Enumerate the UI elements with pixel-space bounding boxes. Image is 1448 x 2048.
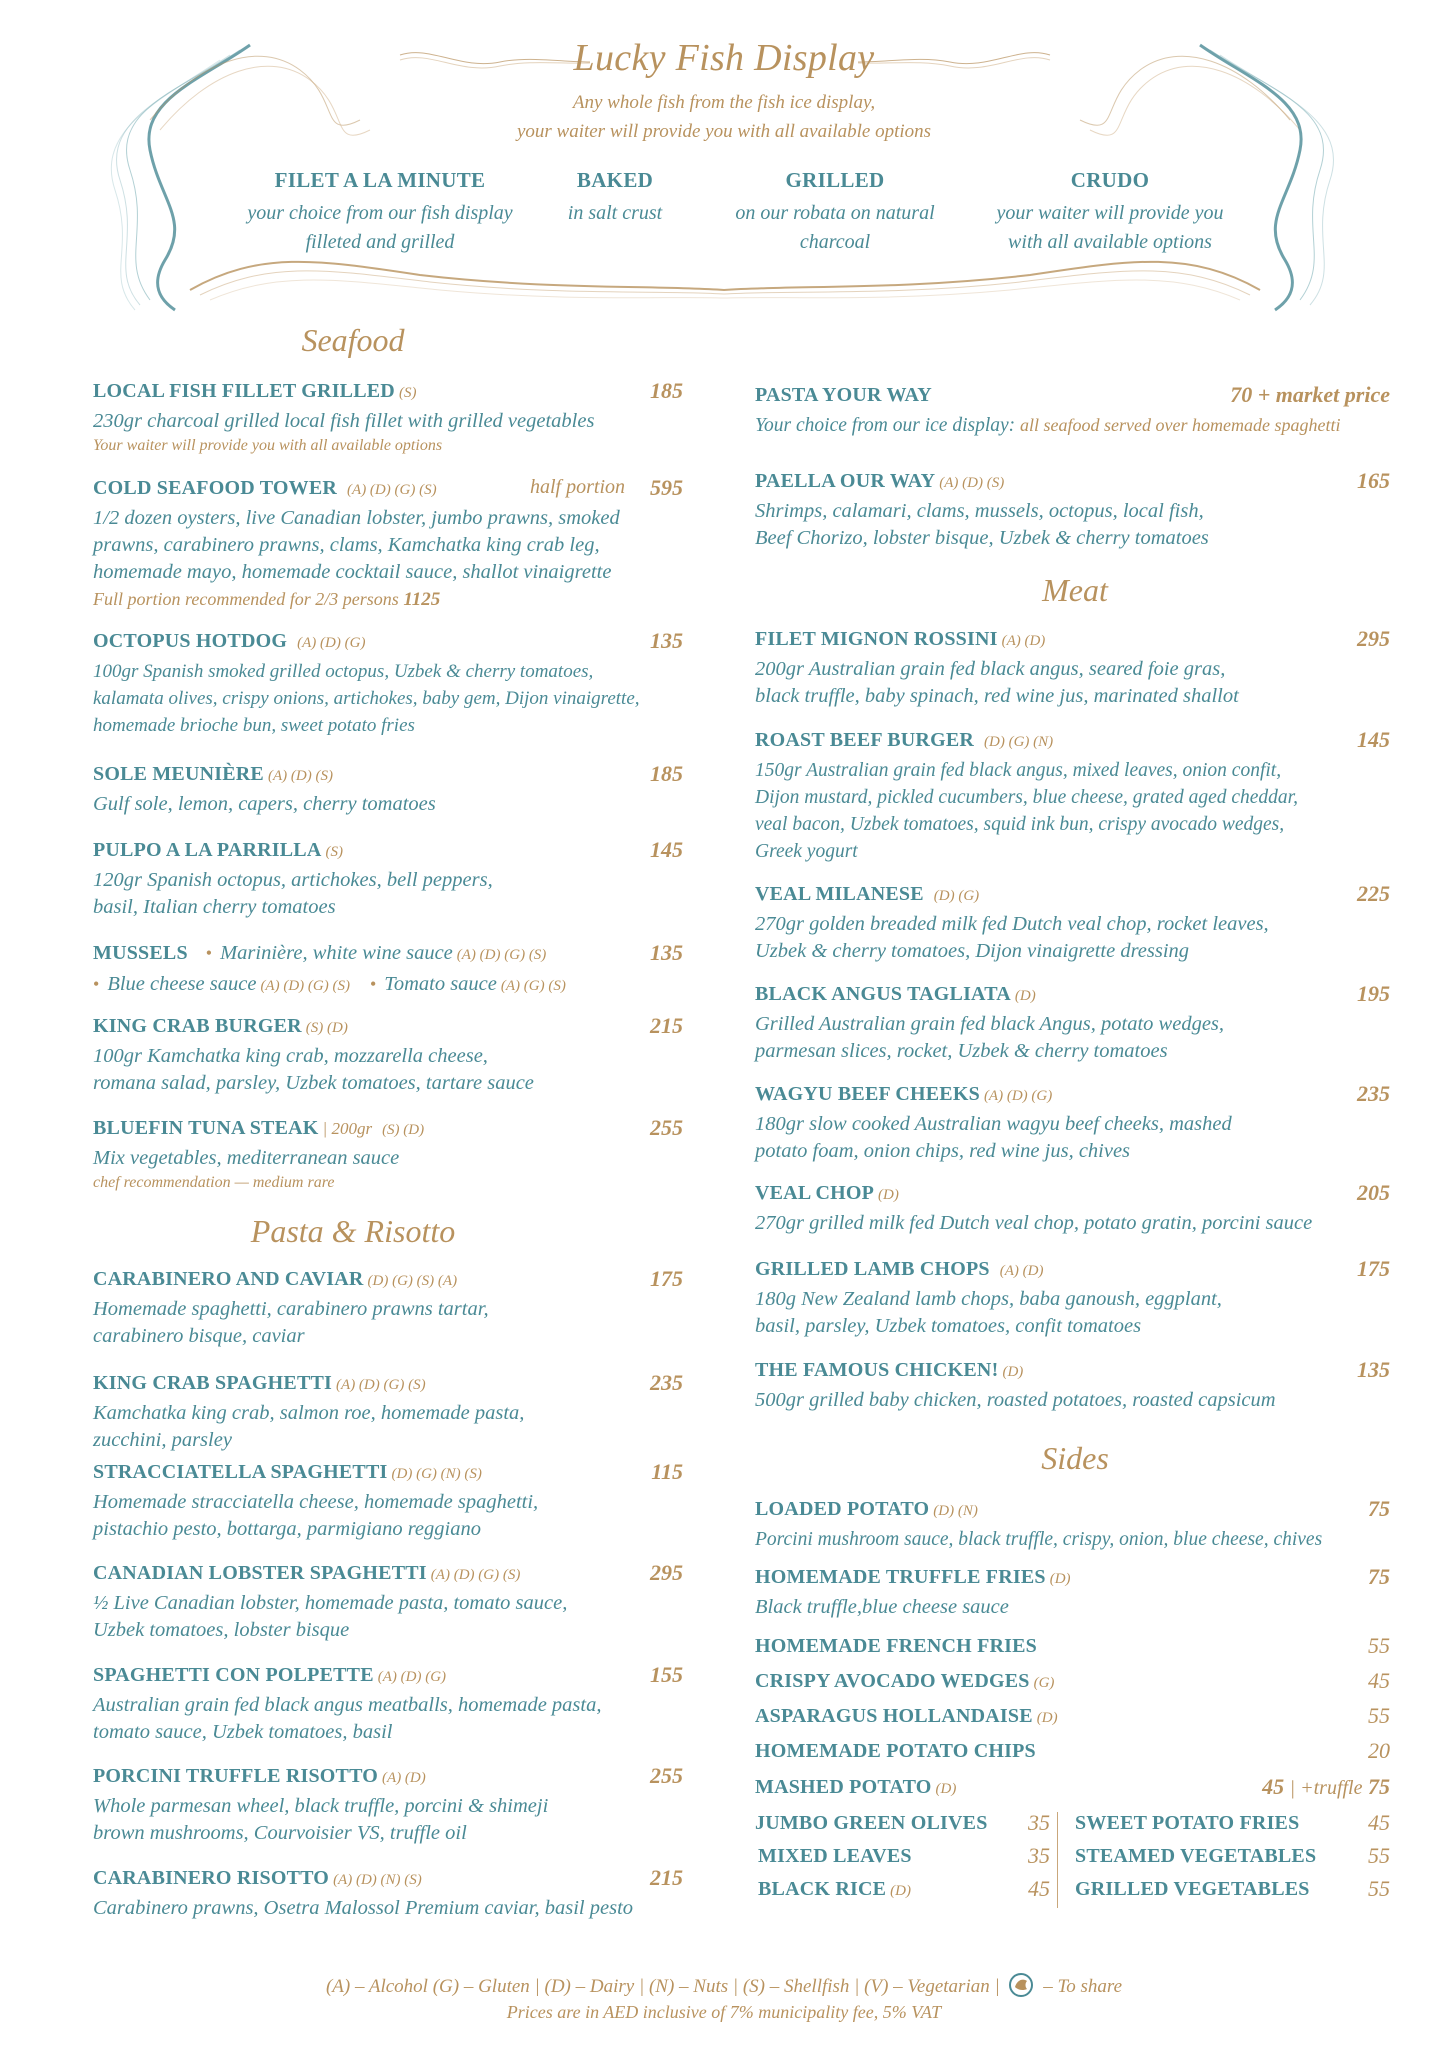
menu-item-bluefin-tuna-steak: [93, 1117, 683, 1194]
item-desc-line: kalamata olives, crispy onions, artichokes, baby gem, Dijon vinaigrette,: [93, 688, 640, 709]
item-name: JUMBO GREEN OLIVES: [755, 1812, 988, 1834]
item-name: ROAST BEEF BURGER: [755, 729, 975, 751]
item-price: 295: [1357, 626, 1390, 651]
item-price: 595: [650, 475, 683, 500]
item-price: 185: [650, 378, 683, 403]
allergen-tags: (D): [878, 1187, 899, 1203]
allergen-tags: (D): [1036, 1710, 1058, 1726]
side-item-crispy-avocado-wedges: [755, 1670, 1390, 1700]
allergen-tags: (D): [1014, 988, 1036, 1004]
item-name: BLACK RICE: [758, 1878, 887, 1900]
item-name: LOCAL FISH FILLET GRILLED: [93, 380, 395, 402]
method-name: BAKED: [576, 168, 654, 192]
item-price: 135: [650, 940, 683, 965]
item-desc-line: 120gr Spanish octopus, artichokes, bell peppers,: [93, 869, 493, 891]
item-name: THE FAMOUS CHICKEN!: [755, 1359, 999, 1381]
item-desc-line: Homemade stracciatella cheese, homemade spaghetti,: [93, 1491, 539, 1513]
item-name: MIXED LEAVES: [758, 1845, 912, 1867]
item-price: 45: [1028, 1876, 1050, 1901]
method-grilled: [710, 168, 960, 257]
item-price: 215: [650, 1865, 683, 1890]
section-title-sides: Sides: [1041, 1440, 1109, 1476]
item-price: 205: [1357, 1180, 1390, 1205]
item-price: 145: [650, 837, 683, 862]
item-name: SWEET POTATO FRIES: [1075, 1812, 1300, 1834]
item-name: STRACCIATELLA SPAGHETTI: [93, 1461, 388, 1483]
item-price: 55: [1368, 1843, 1390, 1868]
item-price: 55: [1368, 1633, 1390, 1658]
item-name: BLUEFIN TUNA STEAK: [93, 1117, 319, 1139]
item-name: PAELLA OUR WAY: [755, 470, 936, 492]
mussel-option-label: Blue cheese sauce: [107, 973, 257, 995]
item-desc-line: Grilled Australian grain fed black Angus, potato wedges,: [755, 1013, 1225, 1035]
allergen-tags: (A) (D) (S): [939, 475, 1005, 491]
item-desc-line: 270gr golden breaded milk fed Dutch veal chop, rocket leaves,: [755, 913, 1269, 935]
menu-item-king-crab-burger: [93, 1015, 683, 1097]
item-price: 135: [1357, 1357, 1390, 1382]
method-name: CRUDO: [1070, 168, 1150, 192]
allergen-tags: (D): [890, 1883, 911, 1899]
item-desc-line: Uzbek tomatoes, lobster bisque: [93, 1619, 350, 1641]
item-name: HOMEMADE FRENCH FRIES: [755, 1635, 1037, 1657]
side-item-mixed-leaves: [755, 1845, 1050, 1875]
truffle-option-label: | +truffle: [1289, 1777, 1363, 1799]
item-name: CARABINERO AND CAVIAR: [93, 1268, 364, 1290]
item-desc-line: Kamchatka king crab, salmon roe, homemade pasta,: [93, 1402, 525, 1424]
allergen-tags: (A) (D): [382, 1770, 426, 1786]
item-name: CANADIAN LOBSTER SPAGHETTI: [93, 1562, 427, 1584]
item-desc: 230gr charcoal grilled local fish fillet with grilled vegetables: [93, 410, 595, 432]
section-title-meat: Meat: [1042, 572, 1108, 608]
item-name: HOMEMADE POTATO CHIPS: [755, 1740, 1036, 1762]
item-name: PASTA YOUR WAY: [755, 384, 932, 406]
method-name: FILET A LA MINUTE: [274, 168, 486, 192]
menu-item-carabinero-risotto: [93, 1867, 683, 1922]
item-price: 55: [1368, 1876, 1390, 1901]
sides-divider: [1057, 1812, 1058, 1908]
method-desc-line2: with all available options: [1008, 231, 1212, 253]
item-name: CARABINERO RISOTTO: [93, 1867, 330, 1889]
menu-item-veal-milanese: [755, 883, 1390, 965]
item-name: ASPARAGUS HOLLANDAISE: [755, 1705, 1033, 1727]
item-desc-line: 150gr Australian grain fed black angus, mixed leaves, onion confit,: [755, 760, 1282, 781]
allergen-tags: (G): [1033, 1675, 1055, 1691]
item-desc-line: zucchini, parsley: [93, 1429, 232, 1451]
item-desc-line: 180g New Zealand lamb chops, baba ganoush, eggplant,: [755, 1288, 1222, 1310]
item-price: 165: [1357, 468, 1390, 493]
menu-item-black-angus-tagliata: [755, 983, 1390, 1065]
item-desc-line: Uzbek & cherry tomatoes, Dijon vinaigrette dressing: [755, 940, 1190, 962]
menu-item-pasta-your-way: [755, 384, 1390, 439]
item-desc-line: veal bacon, Uzbek tomatoes, squid ink bun, crispy avocado wedges,: [755, 814, 1285, 835]
item-desc: Mix vegetables, mediterranean sauce: [93, 1147, 400, 1169]
method-filet-a-la-minute: [225, 168, 535, 257]
item-name: MUSSELS: [93, 942, 188, 964]
item-desc-line: tomato sauce, Uzbek tomatoes, basil: [93, 1721, 393, 1743]
allergen-tags: (D): [1049, 1571, 1071, 1587]
menu-item-loaded-potato: [755, 1498, 1390, 1553]
item-price: 135: [650, 628, 683, 653]
allergen-tags: (S): [325, 844, 343, 860]
bullet-icon: •: [205, 943, 213, 963]
method-desc-line1: your choice from our fish display: [247, 202, 513, 224]
allergen-tags: (A) (D): [999, 1263, 1044, 1279]
allergen-tags: (S) (D): [305, 1020, 348, 1036]
allergen-tags: (A) (D) (G) (S): [456, 947, 547, 963]
section-title-pasta-risotto: Pasta & Risotto: [250, 1213, 456, 1249]
mussel-option-label: Tomato sauce: [384, 973, 497, 995]
item-name: STEAMED VEGETABLES: [1075, 1845, 1317, 1867]
item-desc-line: carabinero bisque, caviar: [93, 1325, 305, 1347]
menu-item-paella-our-way: [755, 470, 1390, 552]
menu-item-king-crab-spaghetti: [93, 1372, 683, 1454]
menu-item-mussels: [93, 942, 683, 1003]
to-share-icon: [1008, 1972, 1034, 1998]
item-price: 75: [1368, 1564, 1390, 1589]
menu-item-canadian-lobster-spaghetti: [93, 1562, 683, 1644]
item-price: 75: [1368, 1496, 1390, 1521]
item-desc-line: pistachio pesto, bottarga, parmigiano reggiano: [93, 1518, 481, 1540]
item-desc-line: brown mushrooms, Courvoisier VS, truffle oil: [93, 1822, 467, 1844]
method-crudo: [965, 168, 1255, 257]
fish-preparation-methods: [0, 168, 1448, 268]
item-note: Your waiter will provide you with all available options: [93, 437, 443, 454]
item-desc-line: Greek yogurt: [755, 841, 858, 862]
item-name: COLD SEAFOOD TOWER: [93, 477, 338, 499]
method-desc-line1: in salt crust: [567, 202, 663, 224]
method-desc-line2: charcoal: [799, 231, 871, 253]
allergen-tags: (A) (D) (G): [377, 1669, 447, 1685]
item-desc-line: Australian grain fed black angus meatballs, homemade pasta,: [93, 1694, 602, 1716]
allergen-tags: (A) (D) (G) (S): [260, 978, 350, 994]
item-desc-line: romana salad, parsley, Uzbek tomatoes, tartare sauce: [93, 1072, 534, 1094]
allergen-tags: (S): [398, 385, 417, 401]
item-desc: 270gr grilled milk fed Dutch veal chop, potato gratin, porcini sauce: [755, 1212, 1313, 1234]
item-desc-line: Shrimps, calamari, clams, mussels, octopus, local fish,: [755, 500, 1204, 522]
item-desc-line: prawns, carabinero prawns, clams, Kamchatka king crab leg,: [93, 534, 600, 556]
item-desc-line: 200gr Australian grain fed black angus, seared foie gras,: [755, 658, 1226, 680]
item-price: 35: [1028, 1843, 1050, 1868]
menu-item-pulpo-a-la-parrilla: [93, 839, 683, 921]
item-desc-line: parmesan slices, rocket, Uzbek & cherry tomatoes: [755, 1040, 1168, 1062]
allergen-tags: (A) (D) (G): [297, 635, 366, 651]
menu-item-stracciatella-spaghetti: [93, 1461, 683, 1543]
item-name: HOMEMADE TRUFFLE FRIES: [755, 1566, 1046, 1588]
menu-item-cold-seafood-tower: [93, 477, 683, 613]
item-price: 235: [650, 1370, 683, 1395]
allergen-tags: (D) (G) (N): [984, 734, 1054, 750]
item-price: 45: [1262, 1774, 1285, 1799]
item-desc-line: homemade mayo, homemade cocktail sauce, shallot vinaigrette: [93, 561, 612, 583]
item-desc-line: 1/2 dozen oysters, live Canadian lobster, jumbo prawns, smoked: [93, 507, 620, 529]
item-desc-line: Beef Chorizo, lobster bisque, Uzbek & cherry tomatoes: [755, 527, 1209, 549]
item-price: 225: [1357, 881, 1390, 906]
item-name: GRILLED LAMB CHOPS: [755, 1258, 990, 1280]
allergen-tags: (A) (D) (G): [983, 1088, 1053, 1104]
menu-item-sole-meuniere: [93, 763, 683, 818]
allergen-tags: (A) (D) (G) (S): [430, 1567, 521, 1583]
menu-item-spaghetti-con-polpette: [93, 1664, 683, 1746]
item-desc-line: ½ Live Canadian lobster, homemade pasta, tomato sauce,: [93, 1592, 568, 1614]
item-desc: Black truffle,blue cheese sauce: [755, 1596, 1009, 1618]
item-name: LOADED POTATO: [755, 1498, 930, 1520]
allergen-legend: [0, 1972, 1448, 1998]
item-desc-line: 100gr Kamchatka king crab, mozzarella cheese,: [93, 1045, 488, 1067]
allergen-tags: (S) (D): [382, 1122, 425, 1138]
item-desc-line: Whole parmesan wheel, black truffle, porcini & shimeji: [93, 1795, 549, 1817]
item-price: 175: [1357, 1256, 1390, 1281]
full-portion-price: 1125: [403, 589, 441, 610]
item-name: PORCINI TRUFFLE RISOTTO: [93, 1765, 379, 1787]
item-name: VEAL CHOP: [755, 1182, 875, 1204]
weight-label: | 200gr: [322, 1119, 373, 1138]
menu-item-homemade-truffle-fries: [755, 1566, 1390, 1621]
item-price: 35: [1028, 1810, 1050, 1835]
bullet-icon: •: [93, 974, 100, 994]
allergen-tags: (D): [1002, 1364, 1024, 1380]
to-share-label: – To share: [1043, 1976, 1123, 1997]
method-name: GRILLED: [785, 168, 885, 192]
menu-item-roast-beef-burger: [755, 729, 1390, 865]
method-desc-line1: your waiter will provide you: [996, 202, 1224, 224]
item-desc-note: all seafood served over homemade spaghetti: [1020, 415, 1341, 435]
item-desc-line: Dijon mustard, pickled cucumbers, blue cheese, grated aged cheddar,: [755, 787, 1298, 808]
menu-item-porcini-truffle-risotto: [93, 1765, 683, 1847]
side-item-sweet-potato-fries: [1075, 1812, 1390, 1842]
side-item-mashed-potato: [755, 1776, 1390, 1806]
allergen-tags: (D): [935, 1781, 957, 1797]
item-price: 175: [650, 1266, 683, 1291]
truffle-option-price: 75: [1368, 1774, 1390, 1799]
item-price: 20: [1368, 1738, 1390, 1763]
item-price: 195: [1357, 981, 1390, 1006]
side-item-potato-chips: [755, 1740, 1390, 1770]
lucky-fish-display-title: Lucky Fish Display: [573, 37, 875, 79]
item-name: OCTOPUS HOTDOG: [93, 630, 288, 652]
item-desc: Gulf sole, lemon, capers, cherry tomatoes: [93, 793, 436, 815]
side-item-black-rice: [755, 1878, 1050, 1908]
method-baked: [535, 168, 695, 228]
item-price: 70 + market price: [1230, 382, 1390, 407]
item-price: 185: [650, 761, 683, 786]
item-name: PULPO A LA PARRILLA: [93, 839, 322, 861]
item-name: BLACK ANGUS TAGLIATA: [755, 983, 1011, 1005]
item-name: SOLE MEUNIÈRE: [93, 763, 264, 785]
menu-item-veal-chop: [755, 1182, 1390, 1237]
allergen-tags: (D) (G) (S) (A): [367, 1273, 458, 1289]
allergen-tags: (D) (G): [933, 888, 980, 904]
item-price: 45: [1368, 1668, 1390, 1693]
item-note: chef recommendation — medium rare: [93, 1174, 335, 1191]
menu-item-grilled-lamb-chops: [755, 1258, 1390, 1340]
item-desc-line: 100gr Spanish smoked grilled octopus, Uzbek & cherry tomatoes,: [93, 661, 594, 682]
allergen-tags: (D) (G) (N) (S): [391, 1466, 482, 1482]
item-desc-line: homemade brioche bun, sweet potato fries: [93, 715, 415, 736]
item-desc-line: black truffle, baby spinach, red wine jus, marinated shallot: [755, 685, 1239, 707]
item-name: SPAGHETTI CON POLPETTE: [93, 1664, 374, 1686]
header-subtitle-line2: your waiter will provide you with all available options: [516, 121, 932, 142]
item-price: 115: [651, 1459, 683, 1484]
menu-item-local-fish-fillet: [93, 380, 683, 457]
item-name: CRISPY AVOCADO WEDGES: [755, 1670, 1030, 1692]
section-title-seafood: Seafood: [301, 322, 405, 358]
allergen-tags: (A) (D): [1001, 633, 1046, 649]
item-name: GRILLED VEGETABLES: [1075, 1878, 1310, 1900]
side-item-asparagus-hollandaise: [755, 1705, 1390, 1735]
menu-item-octopus-hotdog: [93, 630, 683, 739]
allergen-tags: (A) (D) (G) (S): [347, 482, 437, 498]
side-item-jumbo-green-olives: [755, 1812, 1050, 1842]
allergen-legend-text: (A) – Alcohol (G) – Gluten | (D) – Dairy | (N) – Nuts | (S) – Shellfish | (V) – Vegetarian |: [325, 1976, 1000, 1997]
menu-item-the-famous-chicken: [755, 1359, 1390, 1414]
item-desc-line: basil, parsley, Uzbek tomatoes, confit tomatoes: [755, 1315, 1142, 1337]
menu-item-wagyu-beef-cheeks: [755, 1083, 1390, 1165]
bullet-icon: •: [369, 974, 377, 994]
method-desc-line2: filleted and grilled: [305, 231, 455, 253]
item-name: FILET MIGNON ROSSINI: [755, 628, 998, 650]
half-portion-label: half portion: [529, 476, 625, 498]
item-price: 215: [650, 1013, 683, 1038]
allergen-tags: (A) (G) (S): [500, 978, 566, 994]
sides-split-grid: [755, 1812, 1390, 1912]
item-name: KING CRAB SPAGHETTI: [93, 1372, 333, 1394]
item-desc-line: potato foam, onion chips, red wine jus, chives: [755, 1140, 1131, 1162]
item-desc-line: 180gr slow cooked Australian wagyu beef cheeks, mashed: [755, 1113, 1232, 1135]
item-price: 55: [1368, 1703, 1390, 1728]
item-desc-line: Homemade spaghetti, carabinero prawns tartar,: [93, 1298, 489, 1320]
header-subtitle-line1: Any whole fish from the fish ice display,: [572, 92, 876, 113]
full-portion-note: Full portion recommended for 2/3 persons: [93, 589, 399, 609]
side-item-grilled-vegetables: [1075, 1878, 1390, 1908]
item-name: KING CRAB BURGER: [93, 1015, 302, 1037]
item-price: 155: [650, 1662, 683, 1687]
item-desc: Your choice from our ice display:: [755, 415, 1016, 436]
item-price: 145: [1357, 727, 1390, 752]
allergen-tags: (A) (D) (S): [267, 768, 333, 784]
item-name: WAGYU BEEF CHEEKS: [755, 1083, 980, 1105]
item-desc: Carabinero prawns, Osetra Malossol Premium caviar, basil pesto: [93, 1897, 634, 1919]
menu-item-carabinero-and-caviar: [93, 1268, 683, 1350]
method-desc-line1: on our robata on natural: [735, 202, 935, 224]
item-price: 255: [650, 1763, 683, 1788]
menu-item-filet-mignon-rossini: [755, 628, 1390, 710]
item-desc: Porcini mushroom sauce, black truffle, crispy, onion, blue cheese, chives: [755, 1529, 1323, 1550]
allergen-tags: (A) (D) (G) (S): [336, 1377, 426, 1393]
item-price: 235: [1357, 1081, 1390, 1106]
item-name: MASHED POTATO: [755, 1776, 932, 1798]
mussel-option-label: Marinière, white wine sauce: [220, 942, 453, 964]
item-desc: 500gr grilled baby chicken, roasted potatoes, roasted capsicum: [755, 1389, 1276, 1411]
item-desc-line: basil, Italian cherry tomatoes: [93, 896, 336, 918]
item-price: 255: [650, 1115, 683, 1140]
item-price: 45: [1368, 1810, 1390, 1835]
allergen-tags: (D) (N): [933, 1503, 978, 1519]
side-item-steamed-vegetables: [1075, 1845, 1390, 1875]
prices-note: Prices are in AED inclusive of 7% municipality fee, 5% VAT: [506, 2002, 942, 2022]
item-name: VEAL MILANESE: [755, 883, 924, 905]
side-item-french-fries: [755, 1635, 1390, 1665]
item-price: 295: [650, 1560, 683, 1585]
allergen-tags: (A) (D) (N) (S): [333, 1872, 422, 1888]
